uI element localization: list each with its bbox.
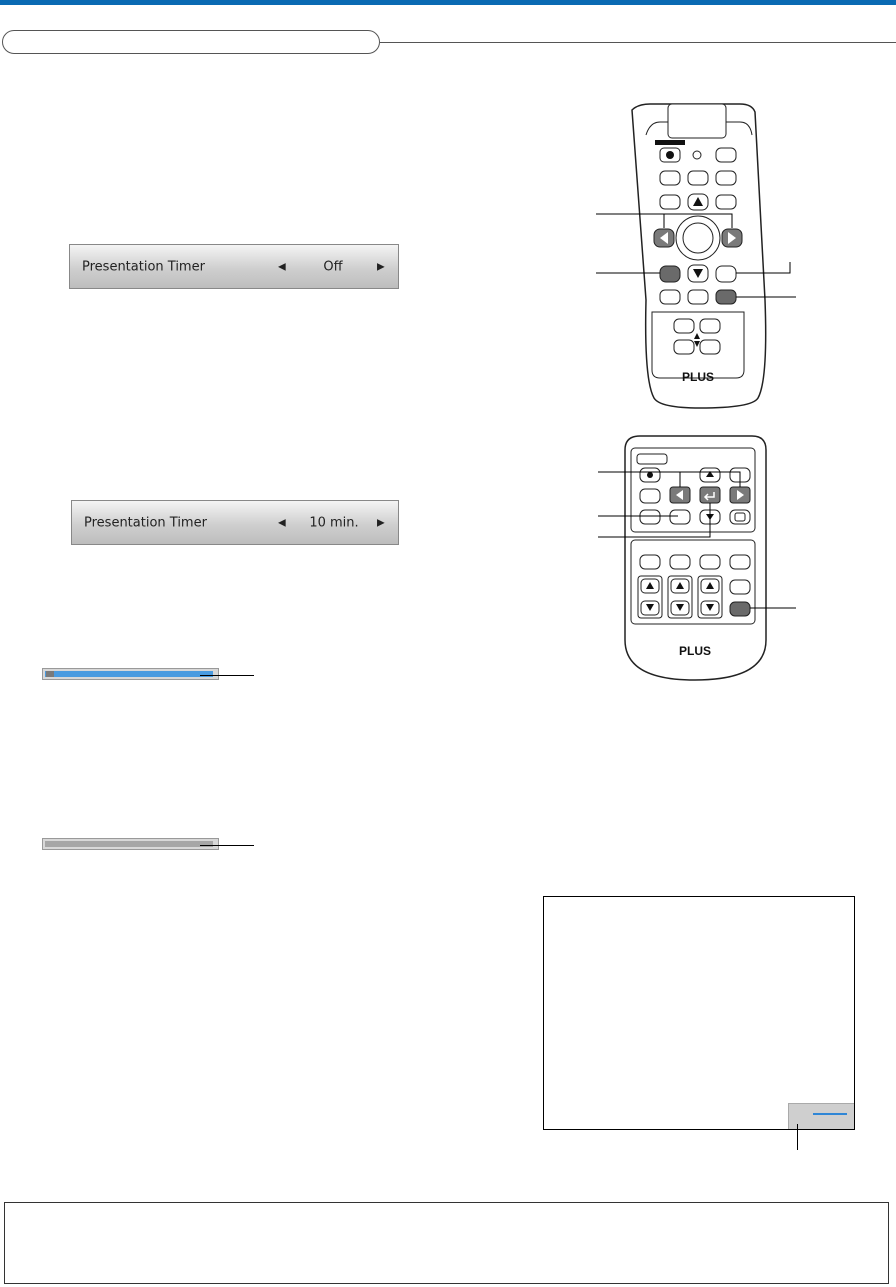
large-remote-illustration	[590, 100, 800, 415]
timer-bar-callout	[200, 845, 254, 846]
timer-bar-fill	[45, 671, 213, 677]
osd-label: Presentation Timer	[84, 515, 207, 530]
right-arrow-icon: ▶	[377, 517, 385, 528]
projected-screen-illustration	[543, 896, 855, 1130]
left-arrow-icon: ◀	[278, 517, 286, 528]
small-remote-illustration	[590, 430, 800, 685]
timer-bar-stopped	[42, 838, 219, 850]
large-remote-logo: PLUS	[681, 370, 715, 384]
timer-bar-marker	[46, 671, 54, 677]
top-accent-bar	[0, 0, 896, 5]
indicator-callout	[797, 1124, 798, 1150]
osd-value: Off	[323, 259, 343, 274]
section-heading-rule	[380, 42, 896, 43]
osd-label: Presentation Timer	[82, 259, 205, 274]
timer-bar-running	[42, 668, 219, 680]
osd-presentation-timer-10min	[71, 500, 399, 545]
osd-presentation-timer-off	[69, 244, 399, 289]
timer-indicator-line	[813, 1113, 847, 1115]
timer-bar-fill	[45, 841, 213, 847]
note-box	[4, 1202, 889, 1284]
right-arrow-icon: ▶	[377, 261, 385, 272]
small-remote-logo: PLUS	[678, 644, 712, 658]
left-arrow-icon: ◀	[278, 261, 286, 272]
osd-value: 10 min.	[309, 515, 359, 530]
timer-bar-callout	[200, 675, 254, 676]
section-heading-box	[2, 30, 380, 54]
